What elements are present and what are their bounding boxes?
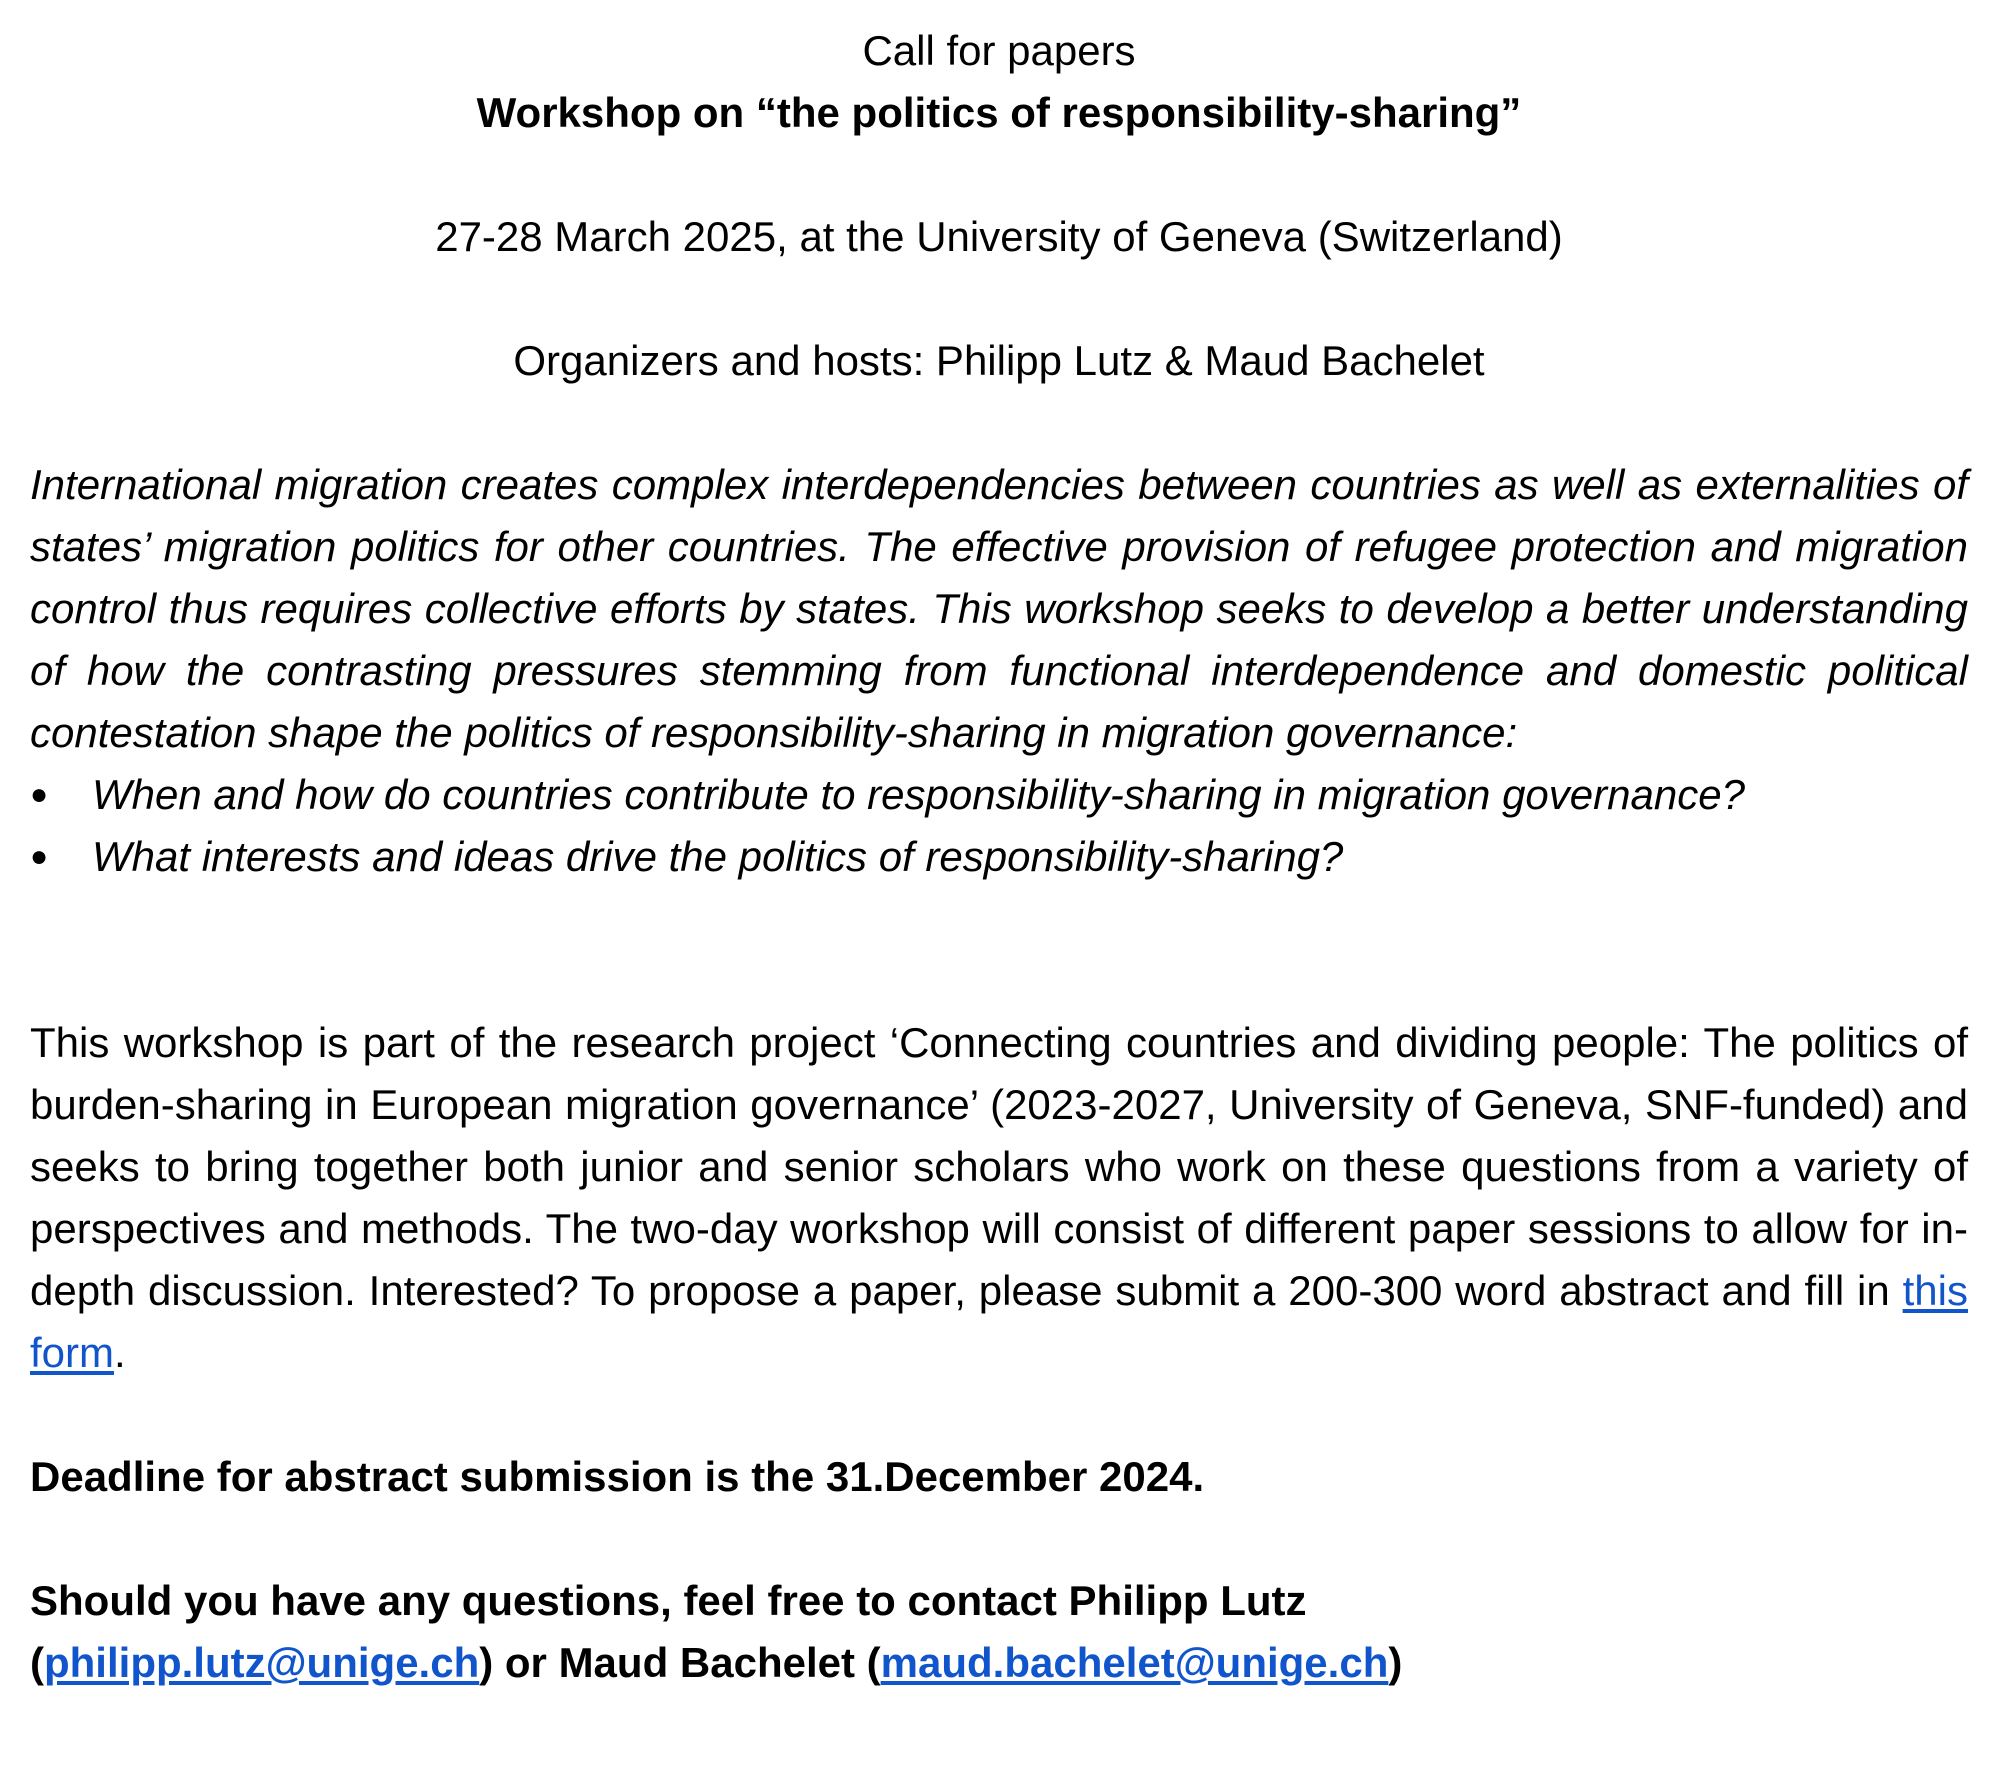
question-list [30, 764, 1968, 888]
question-text: What interests and ideas drive the politics of responsibility-sharing? [92, 833, 1344, 880]
open-paren: ( [30, 1639, 44, 1686]
email-link-bachelet[interactable]: maud.bachelet@unige.ch [880, 1639, 1389, 1686]
workshop-title: Workshop on “the politics of responsibility-sharing” [476, 89, 1522, 136]
call-label: Call for papers [862, 27, 1136, 74]
project-paragraph [30, 1012, 1968, 1384]
spacer [30, 1508, 1968, 1570]
project-text-end: . [114, 1329, 126, 1376]
deadline-text: Deadline for abstract submission is the 31.December 2024. [30, 1453, 1205, 1500]
bullet-icon: ● [30, 778, 49, 811]
spacer [30, 392, 1968, 454]
list-item [30, 826, 1968, 888]
contact-middle: ) or Maud Bachelet ( [479, 1639, 881, 1686]
contact-line-2 [30, 1632, 1968, 1694]
form-link[interactable]: this form [30, 1267, 1968, 1376]
spacer [30, 1384, 1968, 1446]
project-text: This workshop is part of the research project ‘Connecting countries and dividing people: The politics of burden-sharing in European migration governance’ (2023-2027, University of Geneva, SNF-funded) and seeks to bring together both junior and senior scholars who work on these questions from a variety of perspectives and methods. The two-day workshop will consist of different paper sessions to allow for in-depth discussion. Interested? To propose a paper, please submit a 200-300 word abstract and fill in [30, 1019, 1968, 1314]
spacer [30, 268, 1968, 330]
close-paren: ) [1388, 1639, 1403, 1686]
spacer [30, 144, 1968, 206]
abstract-paragraph: International migration creates complex interdependencies between countries as well as externalities of states’ migration politics for other countries. The effective provision of refugee protection and migration control thus requires collective efforts by states. This workshop seeks to develop a better understanding of how the contrasting pressures stemming from functional interdependence and domestic political contestation shape the politics of responsibility-sharing in migration governance: [30, 461, 1968, 756]
question-text: When and how do countries contribute to responsibility-sharing in migration governance? [92, 771, 1745, 818]
email-link-lutz[interactable]: philipp.lutz@unige.ch [44, 1639, 480, 1686]
contact-line-1: Should you have any questions, feel free to contact Philipp Lutz [30, 1577, 1307, 1624]
organizers: Organizers and hosts: Philipp Lutz & Maud Bachelet [513, 337, 1485, 384]
document-page [30, 20, 1968, 1694]
bullet-icon: ● [30, 840, 49, 873]
list-item [30, 764, 1968, 826]
date-location: 27-28 March 2025, at the University of Geneva (Switzerland) [435, 213, 1563, 260]
spacer [30, 888, 1968, 1012]
